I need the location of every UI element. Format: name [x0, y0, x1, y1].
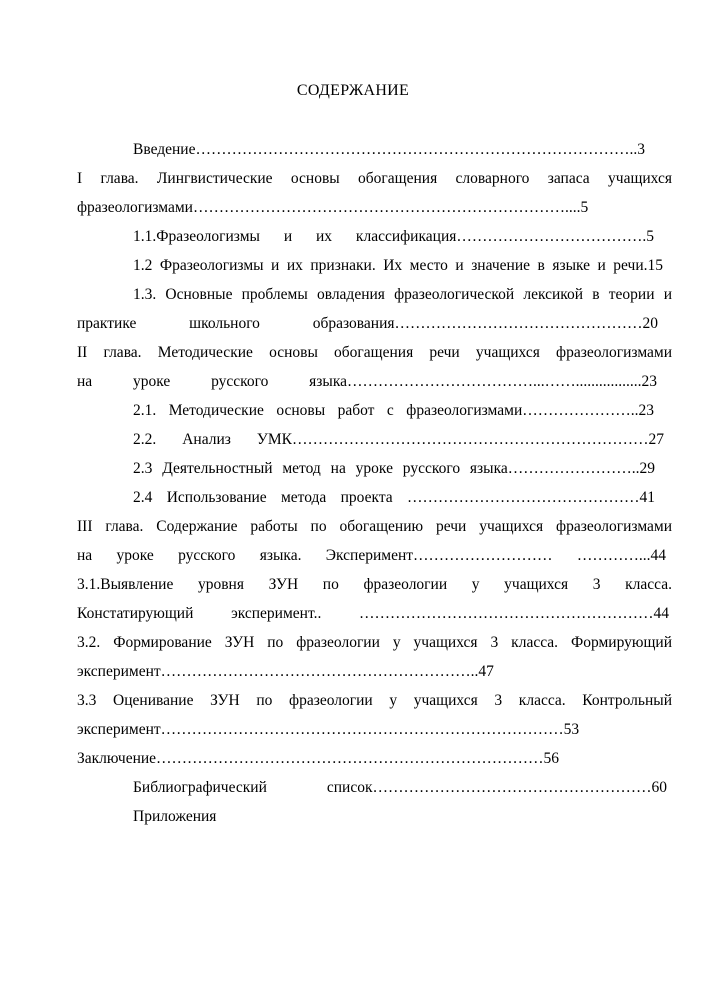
- toc-entry-1-2: 1.2 Фразеологизмы и их признаки. Их место и значение в языке и речи.15: [133, 257, 663, 274]
- toc-entry-introduction: Введение…………………………………………………………………………..3: [133, 141, 645, 158]
- toc-entry-3-3-cont: эксперимент……………………………………………………………………53: [77, 721, 580, 738]
- toc-entry-appendix: Приложения: [133, 808, 217, 825]
- toc-entry-chapter-1: I глава. Лингвистические основы обогащения словарного запаса учащихся: [77, 170, 672, 187]
- toc-entry-3-3: 3.3 Оценивание ЗУН по фразеологии у учащихся 3 класса. Контрольный: [77, 692, 672, 709]
- toc-entry-1-3-cont: практике школьного образования…………………………………………20: [77, 315, 658, 332]
- toc-entry-chapter-3-cont: на уроке русского языка. Эксперимент……………………… …………...44: [77, 547, 666, 564]
- toc-entry-conclusion: Заключение…………………………………………………………………56: [77, 750, 560, 767]
- toc-entry-chapter-2: II глава. Методические основы обогащения речи учащихся фразеологизмами: [77, 344, 672, 361]
- toc-entry-3-2: 3.2. Формирование ЗУН по фразеологии у учащихся 3 класса. Формирующий: [77, 634, 672, 651]
- toc-entry-2-1: 2.1. Методические основы работ с фразеологизмами…………………..23: [133, 402, 654, 419]
- toc-entry-3-1: 3.1.Выявление уровня ЗУН по фразеологии у учащихся 3 класса.: [77, 576, 672, 593]
- toc-entry-1-3: 1.3. Основные проблемы овладения фразеологической лексикой в теории и: [133, 286, 672, 303]
- toc-entry-2-4: 2.4 Использование метода проекта ………………………………………41: [133, 489, 655, 506]
- toc-entry-2-3: 2.3 Деятельностный метод на уроке русского языка……………………..29: [133, 460, 655, 477]
- toc-title: СОДЕРЖАНИЕ: [296, 82, 410, 99]
- toc-entry-bibliography: Библиографический список………………………………………………60: [133, 779, 667, 796]
- toc-entry-chapter-1-cont: фразеологизмами………………………………………………………………....5: [77, 199, 589, 216]
- toc-entry-chapter-3: III глава. Содержание работы по обогащению речи учащихся фразеологизмами: [77, 518, 672, 535]
- toc-entry-3-1-cont: Констатирующий эксперимент.. …………………………………………………44: [77, 605, 669, 622]
- toc-entry-1-1: 1.1.Фразеологизмы и их классификация……………………………….5: [133, 228, 654, 245]
- toc-entry-chapter-2-cont: на уроке русского языка………………………………...…….................23: [77, 373, 657, 390]
- toc-entry-2-2: 2.2. Анализ УМК……………………………………………………………27: [133, 431, 664, 448]
- toc-entry-3-2-cont: эксперимент……………………………………………………..47: [77, 663, 494, 680]
